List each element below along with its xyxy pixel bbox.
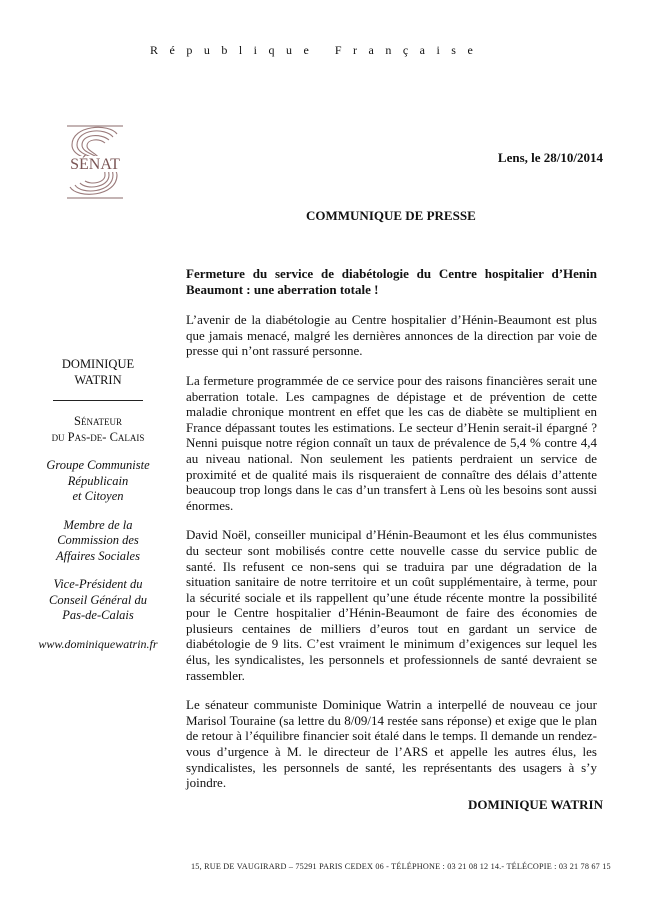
republique-francaise-header: République Française	[150, 43, 485, 57]
group-line1: Groupe Communiste	[46, 458, 150, 472]
vp-line2: Conseil Général du	[49, 592, 147, 607]
senator-sidebar	[28, 357, 168, 664]
article-paragraph: Le sénateur communiste Dominique Watrin a interpellé de nouveau ce jour Marisol Touraine (sa lettre du 8/09/14 restée sans réponse) et exige que le plan de retour à l’équilibre financier soit étalé dans le temps. Il demande un rendez-vous d’urgence à M. le directeur de l’ARS et appelle les autres élus, les syndicalistes, les personnels de santé, les représentants des usagers à s’y joindre.	[186, 697, 597, 791]
press-release-body	[186, 266, 597, 805]
vp-line3: Pas-de-Calais	[62, 608, 134, 622]
senator-role-line1: Sénateur	[74, 414, 122, 428]
senator-name-line2: WATRIN	[74, 372, 122, 387]
signature: DOMINIQUE WATRIN	[468, 797, 603, 812]
vp-line1: Vice-Président du	[53, 577, 143, 591]
document-type-heading: COMMUNIQUE DE PRESSE	[306, 208, 476, 223]
document-date: Lens, le 28/10/2014	[497, 150, 603, 165]
logo-text: SÉNAT	[70, 156, 120, 173]
senator-name-line1: DOMINIQUE	[61, 357, 135, 371]
article-paragraph: La fermeture programmée de ce service pour des raisons financières serait une aberration totale. Les campagnes de dépistage et de prévention de cette maladie chronique montrent en effet que les cas de diabète se multiplient en France dépassant toutes les estimations. Le secteur d’Henin serait-il épargné ? Nenni puisque notre région connaît un taux de prévalence de 5,4 % contre 4,4 au niveau national. Non seulement les patients perdraient un service de proximité et de qualité mais ils risqueraient de connaître des délais d’attente beaucoup trop longs dans le cas d’un transfert à Lens où les besoins sont aussi énormes.	[186, 372, 597, 513]
article-title: Fermeture du service de diabétologie du Centre hospitalier d’Henin Beaumont : une aberration totale !	[186, 266, 597, 297]
website-link[interactable]: www.dominiquewatrin.fr	[38, 636, 158, 651]
commission-block	[28, 518, 168, 565]
group-line2: Républicain	[67, 473, 129, 488]
member-line3: Affaires Sociales	[56, 548, 140, 563]
vice-president-block	[28, 577, 168, 624]
article-paragraph: David Noël, conseiller municipal d’Hénin-Beaumont et les élus communistes du secteur sont mobilisés contre cette nouvelle casse du service public de santé. Ils refusent ce non-sens qui se traduira par une dégradation de la situation sanitaire de notre territoire et un coût supplémentaire, à terme, pour la sécurité sociale et ils rappellent qu’une étude récente montre la possibilité pour le Centre hospitalier d’Hénin-Beaumont de faire des économies de plusieurs centaines de milliers d’euros tout en gardant un service de diabétologie de 9 lits. C’est vraiment le minimum d’exigences sur lequel les élus, les syndicalistes, les personnels et professionnels de santé devraient se rassembler.	[186, 527, 597, 683]
group-line3: et Citoyen	[72, 489, 124, 503]
article-paragraph: L’avenir de la diabétologie au Centre hospitalier d’Hénin-Beaumont est plus que jamais menacé, malgré les dernières annonces de la direction par voie de presse qui n’ont rassuré personne.	[186, 312, 597, 359]
senator-role-line2: du Pas-de- Calais	[51, 429, 145, 444]
sidebar-divider	[53, 400, 143, 401]
member-line1: Membre de la	[63, 517, 133, 532]
footer-address: 15, RUE DE VAUGIRARD – 75291 PARIS CEDEX 06 - TÉLÉPHONE : 03 21 08 12 14.- TÉLÉCOPIE : 03 21 78 67 15	[191, 862, 611, 871]
member-line2: Commission des	[57, 533, 139, 547]
senat-logo-icon	[55, 123, 135, 201]
group-block	[28, 458, 168, 505]
